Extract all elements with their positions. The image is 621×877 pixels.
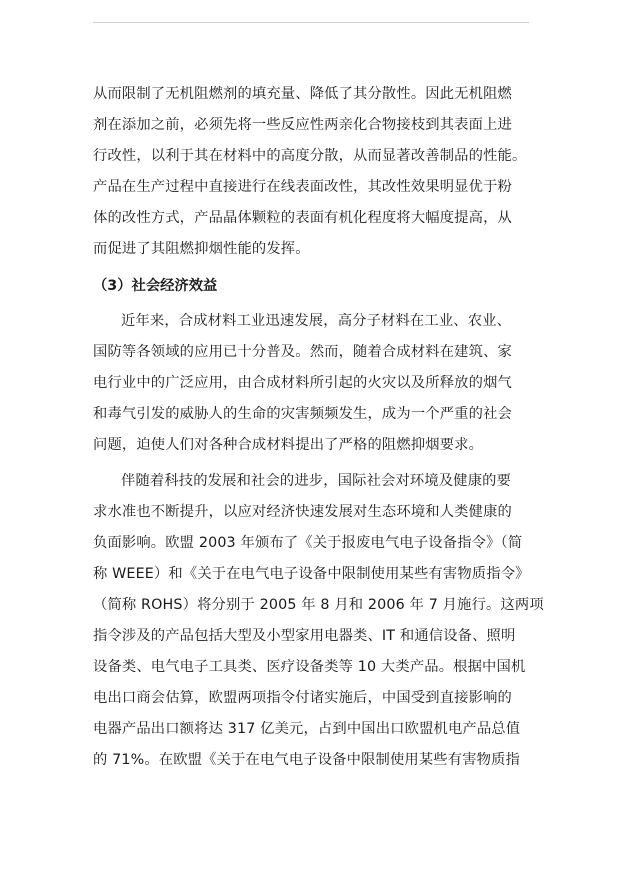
paragraph-line: 和毒气引发的威胁人的生命的灾害频频发生，成为一个严重的社会	[93, 406, 512, 422]
paragraph-line: 而促进了其阻燃抑烟性能的发挥。	[93, 241, 310, 257]
paragraph-line: 称 WEEE）和《关于在电气电子设备中限制使用某些有害物质指令》	[93, 566, 530, 582]
paragraph-line: 体的改性方式，产品晶体颗粒的表面有机化程度将大幅度提高，从	[93, 210, 512, 226]
paragraph-line: 问题，迫使人们对各种合成材料提出了严格的阻燃抑烟要求。	[93, 437, 484, 453]
paragraph-line: 伴随着科技的发展和社会的进步，国际社会对环境及健康的要	[121, 473, 512, 489]
paragraph-line: 产品在生产过程中直接进行在线表面改性，其改性效果明显优于粉	[93, 179, 512, 195]
paragraph-line: 剂在添加之前，必须先将一些反应性两亲化合物接枝到其表面上进	[93, 117, 512, 133]
paragraph-line: 电行业中的广泛应用，由合成材料所引起的火灾以及所释放的烟气	[93, 375, 512, 391]
paragraph-line: （简称 ROHS）将分别于 2005 年 8 月和 2006 年 7 月施行。这两项	[93, 597, 544, 613]
paragraph-line: 电器产品出口额将达 317 亿美元，占到中国出口欧盟机电产品总值	[93, 721, 521, 737]
section-heading: （3）社会经济效益	[93, 278, 218, 294]
page-header-rule	[93, 22, 529, 23]
paragraph-line: 国防等各领域的应用已十分普及。然而，随着合成材料在建筑、家	[93, 344, 512, 360]
paragraph-line: 行改性，以利于其在材料中的高度分散，从而显著改善制品的性能。	[93, 148, 527, 164]
paragraph-line: 从而限制了无机阻燃剂的填充量、降低了其分散性。因此无机阻燃	[93, 86, 512, 102]
paragraph-line: 近年来，合成材料工业迅速发展，高分子材料在工业、农业、	[121, 313, 512, 329]
paragraph-line: 设备类、电气电子工具类、医疗设备类等 10 大类产品。根据中国机	[93, 659, 526, 675]
paragraph-line: 负面影响。欧盟 2003 年颁布了《关于报废电气电子设备指令》（简	[93, 535, 523, 551]
paragraph-line: 电出口商会估算，欧盟两项指令付诸实施后，中国受到直接影响的	[93, 690, 512, 706]
paragraph-line: 指令涉及的产品包括大型及小型家用电器类、IT 和通信设备、照明	[93, 628, 516, 644]
paragraph-line: 求水准也不断提升，以应对经济快速发展对生态环境和人类健康的	[93, 504, 512, 520]
paragraph-line: 的 71%。在欧盟《关于在电气电子设备中限制使用某些有害物质指	[93, 752, 520, 768]
